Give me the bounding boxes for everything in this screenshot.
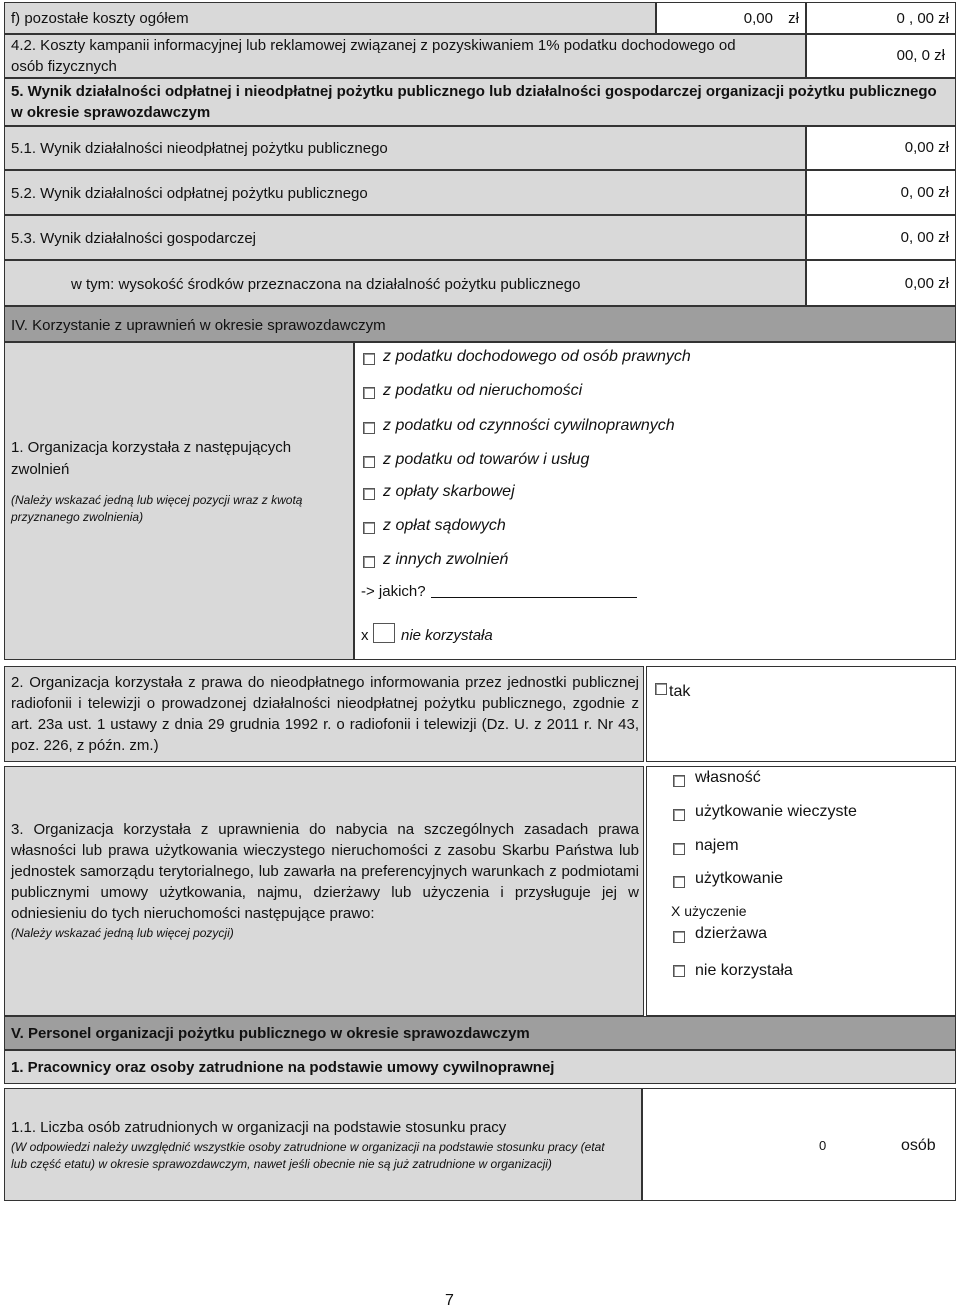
option-tak: tak: [669, 683, 691, 700]
q3-text: 3. Organizacja korzystała z uprawnienia do nabycia na szczególnych zasadach prawa własności lub prawa użytkowania wieczystego nieruchomości z zasobu Skarbu Państwa lub jednostek samorządu terytorialnego, lub zawarła na preferencyjnych warunkach z podmiotami publicznymi umowy użytkowania, najmu, dzierżawy lub użyczenia i przysługuje jej w odniesieniu do tych nieruchomości następujące prawo:: [11, 821, 639, 922]
row-42-amount: 00, 0 zł: [896, 47, 945, 64]
checkbox-not-used[interactable]: [373, 623, 395, 643]
section-v-title: V. Personel organizacji pożytku publicznego w okresie sprawozdawczym: [11, 1025, 530, 1042]
row-f-label: f) pozostałe koszty ogółem: [11, 10, 189, 27]
q1-label-cell: [4, 342, 354, 660]
section-iv-header: [4, 306, 956, 342]
section-v-header: [4, 1016, 956, 1050]
row-52-amount: 0, 00 zł: [900, 184, 949, 201]
q3-label-cell: [4, 766, 644, 1016]
q1-line1: 1. Organizacja korzystała z następujących: [11, 439, 292, 456]
option-lease: najem: [695, 837, 739, 854]
not-used-mark: x: [361, 627, 369, 644]
checkbox-stamp-duty[interactable]: [363, 488, 375, 500]
row-f-amount1: 0,00: [743, 10, 773, 27]
option-court-fees: z opłat sądowych: [383, 517, 506, 534]
row-5-header: [4, 78, 956, 126]
q11-unit: osób: [901, 1137, 936, 1154]
q11-value[interactable]: 0: [819, 1138, 827, 1153]
option-ownership: własność: [695, 769, 761, 786]
checkbox-tenancy[interactable]: [673, 931, 685, 943]
checkbox-lease[interactable]: [673, 843, 685, 855]
checkbox-court-fees[interactable]: [363, 522, 375, 534]
row-42-line1: 4.2. Koszty kampanii informacyjnej lub reklamowej związanej z pozyskiwaniem 1% podatku dochodowego od: [11, 37, 736, 54]
q1-note-line2: przyznanego zwolnienia): [11, 510, 144, 524]
checkbox-not-used-q3[interactable]: [673, 965, 685, 977]
checkbox-usufruct[interactable]: [673, 876, 685, 888]
q11-value-cell: [642, 1088, 956, 1201]
row-53-label: 5.3. Wynik działalności gospodarczej: [11, 230, 256, 247]
q11-label-cell: [4, 1088, 642, 1201]
section-v-sub-title: 1. Pracownicy oraz osoby zatrudnione na podstawie umowy cywilnoprawnej: [11, 1059, 555, 1076]
option-property-tax: z podatku od nieruchomości: [383, 382, 583, 399]
row-f-amount2: 0 , 00 zł: [896, 10, 949, 27]
row-f-amount1-cell: [656, 2, 806, 34]
checkbox-other-exemptions[interactable]: [363, 556, 375, 568]
checkbox-civil-law-tax[interactable]: [363, 422, 375, 434]
q3-note: (Należy wskazać jedną lub więcej pozycji): [11, 926, 234, 940]
option-tenancy: dzierżawa: [695, 925, 768, 942]
q2-text: 2. Organizacja korzystała z prawa do nieodpłatnego informowania przez jednostki publicznej radiofonii i telewizji o prowadzonej działalności nieodpłatnej pożytku publicznego, zgodnie z art. 23a ust. 1 ustawy z dnia 29 grudnia 1992 r. o radiofonii i telewizji (Dz. U. z 2011 r. Nr 43, poz. 226, z późn. zm.): [11, 674, 639, 754]
q1-line2: zwolnień: [11, 461, 70, 478]
row-53-label-cell: [4, 215, 806, 260]
option-usufruct: użytkowanie: [695, 870, 784, 887]
which-input-line[interactable]: [431, 597, 637, 598]
option-cit: z podatku dochodowego od osób prawnych: [383, 348, 691, 365]
row-51-label: 5.1. Wynik działalności nieodpłatnej pożytku publicznego: [11, 140, 388, 157]
row-f-label-cell: [4, 2, 656, 34]
q11-note-line1: (W odpowiedzi należy uwzględnić wszystkie osoby zatrudnione w organizacji na podstawie stosunku pracy (etat: [11, 1140, 605, 1154]
row-tym-label-cell: [4, 260, 806, 306]
q2-option-cell: [646, 666, 956, 762]
row-42-label-cell: [4, 34, 806, 78]
row-53-amount-cell: [806, 215, 956, 260]
row-tym-amount-cell: [806, 260, 956, 306]
row-5-line2: w okresie sprawozdawczym: [11, 104, 211, 121]
q1-note-line1: (Należy wskazać jedną lub więcej pozycji wraz z kwotą: [11, 493, 303, 507]
row-42-amount-cell: [806, 34, 956, 78]
option-vat: z podatku od towarów i usług: [383, 451, 590, 468]
option-perpetual-usufruct: użytkowanie wieczyste: [695, 803, 857, 820]
q1-options-cell: [354, 342, 956, 660]
row-51-amount: 0,00 zł: [904, 139, 949, 156]
q2-label-cell: [4, 666, 644, 762]
option-not-used: nie korzystała: [401, 627, 493, 644]
q11-note-line2: lub część etatu) w okresie sprawozdawczym, nawet jeśli obecnie nie są już zatrudnione w organizacji): [11, 1157, 552, 1171]
option-other-exemptions: z innych zwolnień: [383, 551, 509, 568]
row-f-amount2-cell: [806, 2, 956, 34]
which-label: -> jakich?: [361, 583, 426, 600]
checkbox-perpetual-usufruct[interactable]: [673, 809, 685, 821]
checkbox-property-tax[interactable]: [363, 387, 375, 399]
option-civil-law-tax: z podatku od czynności cywilnoprawnych: [383, 417, 675, 434]
checkbox-ownership[interactable]: [673, 775, 685, 787]
checkbox-cit[interactable]: [363, 353, 375, 365]
row-tym-amount: 0,00 zł: [904, 275, 949, 292]
section-v-sub-header: [4, 1050, 956, 1084]
row-52-label-cell: [4, 170, 806, 215]
option-not-used-q3: nie korzystała: [695, 962, 793, 979]
page-number: 7: [445, 1292, 454, 1309]
section-iv-title: IV. Korzystanie z uprawnień w okresie sprawozdawczym: [11, 317, 386, 334]
row-f-currency1: zł: [788, 10, 799, 27]
row-53-amount: 0, 00 zł: [900, 229, 949, 246]
row-52-amount-cell: [806, 170, 956, 215]
option-lending-checked[interactable]: X użyczenie: [671, 903, 747, 919]
row-51-amount-cell: [806, 126, 956, 170]
q3-options-cell: [646, 766, 956, 1016]
row-tym-label: w tym: wysokość środków przeznaczona na działalność pożytku publicznego: [71, 276, 581, 293]
q11-title: 1.1. Liczba osób zatrudnionych w organizacji na podstawie stosunku pracy: [11, 1119, 507, 1136]
row-5-line1: 5. Wynik działalności odpłatnej i nieodpłatnej pożytku publicznego lub działalności gospodarczej organizacji pożytku publicznego: [11, 83, 937, 100]
checkbox-vat[interactable]: [363, 456, 375, 468]
row-51-label-cell: [4, 126, 806, 170]
option-stamp-duty: z opłaty skarbowej: [383, 483, 515, 500]
row-42-line2: osób fizycznych: [11, 58, 117, 75]
checkbox-tak[interactable]: [655, 683, 667, 695]
row-52-label: 5.2. Wynik działalności odpłatnej pożytku publicznego: [11, 185, 368, 202]
